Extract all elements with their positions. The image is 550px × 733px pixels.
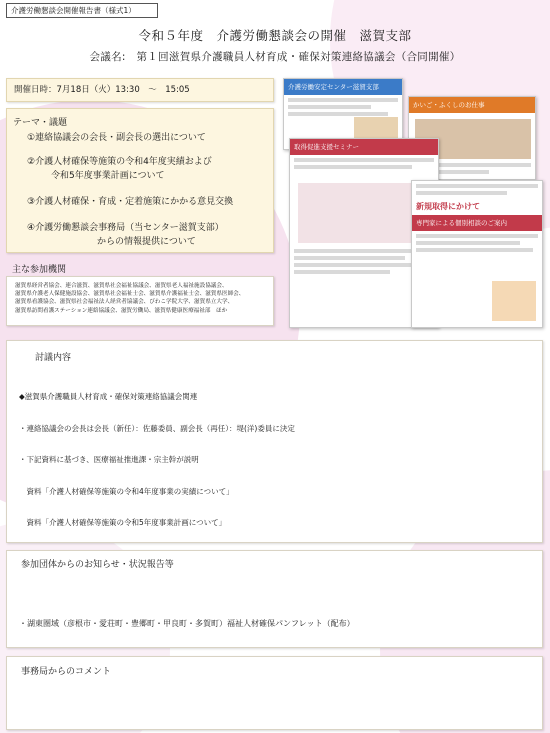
- notices-lines: ・湖東圏域（彦根市・愛荘町・豊郷町・甲良町・多賀町）福祉人材確保パンフレット（配布）: [19, 619, 355, 628]
- discussion-lines: ◆滋賀県介護職員人材育成・確保対策連絡協議会関連 ・連絡協議会の会長は会長（新任）：佐藤委員、副会長（再任）：堤(洋)委員に決定 ・下記資料に基づき、医療福祉推進課・宗主幹が説明 資料「介護人材確保等施策の令和4年度事業の実績について」 資料「介護人材確保等施策の令和5年度事業計画について」: [19, 392, 295, 527]
- theme-box: [6, 108, 274, 253]
- page-title: 令和５年度 介護労働懇談会の開催 滋賀支部: [138, 28, 412, 43]
- theme-item: ③介護人材確保・育成・定着施策にかかる意見交換: [27, 197, 234, 207]
- flyer-image: 取得促進支援セミナー: [289, 138, 439, 328]
- theme-item: 令和5年度事業計画について: [51, 171, 165, 181]
- flyer-image: 介護労働安定センター滋賀支部: [283, 78, 403, 150]
- orgs-line: 滋賀県訪問看護ステーション連絡協議会、滋賀労働局、滋賀県健康医療福祉部 ほか: [15, 307, 228, 314]
- theme-item: ①連絡協議会の会長・副会長の選出について: [27, 133, 206, 143]
- theme-item: ④介護労働懇談会事務局（当センター滋賀支部）: [27, 223, 224, 233]
- orgs-label: 主な参加機関: [12, 265, 67, 275]
- orgs-line: 滋賀県経営者協会、連合滋賀、滋賀県社会福祉協議会、滋賀県老人福祉施設協議会、: [15, 283, 228, 289]
- orgs-line: 滋賀県看護協会、滋賀県社会福祉法人経営者協議会、びわこ学院大学、滋賀県立大学、: [15, 299, 234, 306]
- notices-label: 参加団体からのお知らせ・状況報告等: [21, 560, 174, 570]
- comments-box: [6, 656, 543, 730]
- meeting-name: 会議名: 第１回滋賀県介護職員人材育成・確保対策連絡協議会（合同開催）: [89, 51, 461, 63]
- theme-item: ②介護人材確保等施策の令和4年度実績および: [27, 157, 212, 167]
- flyer-collage: [283, 78, 543, 328]
- discussion-box: [6, 340, 543, 543]
- datetime-box: 開催日時：7月18日（火）13:30 ～ 15:05: [6, 78, 274, 102]
- orgs-box: [6, 276, 274, 326]
- theme-item: からの情報提供について: [97, 237, 196, 247]
- notices-box: [6, 550, 543, 648]
- orgs-line: 滋賀県介護老人保健施設協会、滋賀県社会福祉士会、滋賀県介護福祉士会、滋賀県医師会、: [15, 291, 245, 298]
- comments-label: 事務局からのコメント: [21, 667, 112, 677]
- flyer-image: 新規取得にかけて 専門家による個別相談のご案内: [411, 180, 543, 328]
- flyer-image: かいご・ふくしのお仕事: [408, 96, 536, 180]
- form-tag: 介護労働懇談会開催報告書（様式1）: [6, 3, 158, 18]
- theme-label: テーマ・議題: [13, 118, 68, 128]
- comments-lines: [19, 685, 243, 733]
- discussion-label: 討議内容: [35, 353, 72, 363]
